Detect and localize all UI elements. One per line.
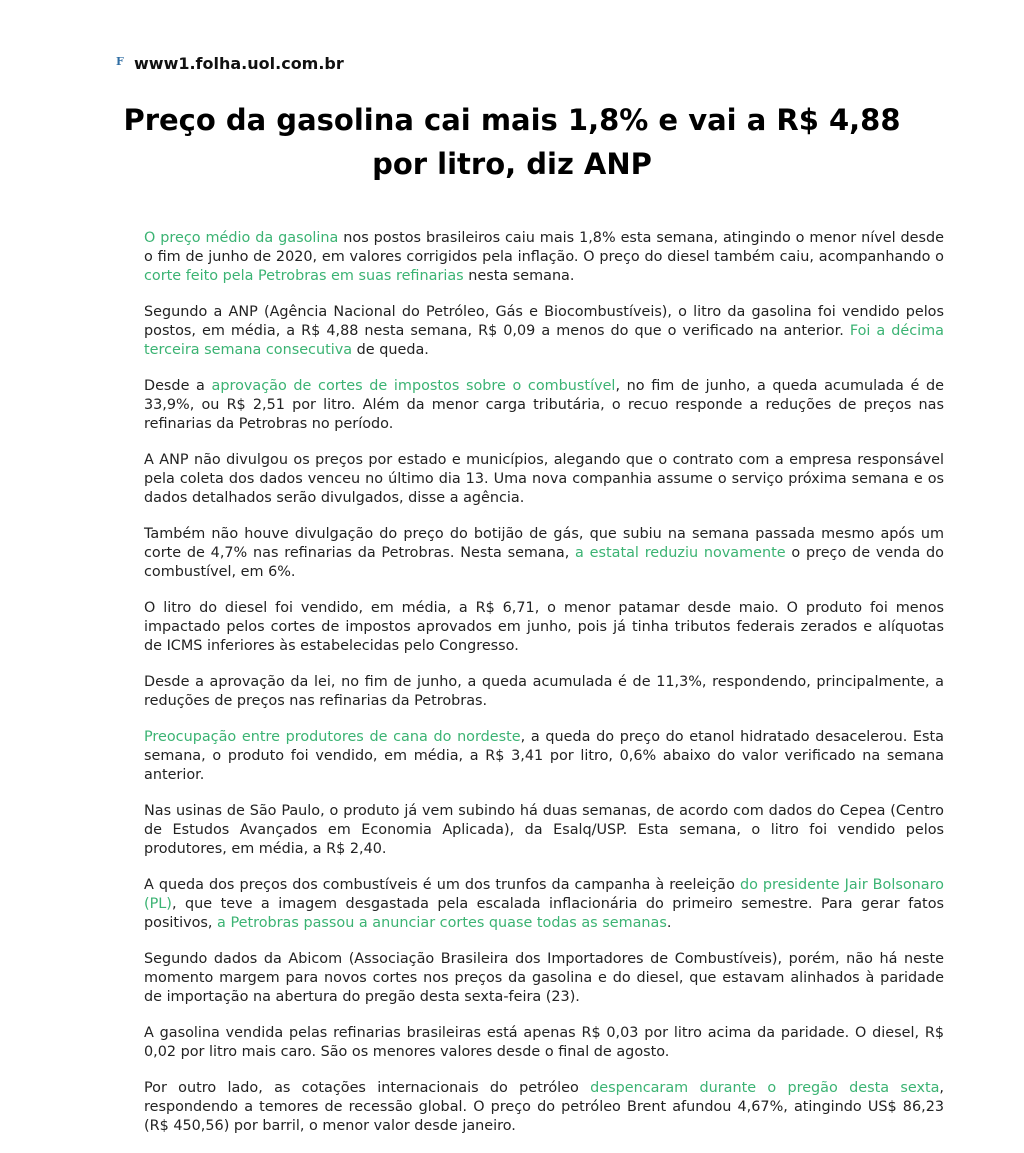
- article-paragraph: [144, 802, 944, 859]
- article-link[interactable]: O preço médio da gasolina: [144, 230, 339, 246]
- paragraph-text: Desde a aprovação da lei, no fim de junho, a queda acumulada é de 11,3%, respondendo, principalmente, a reduções de preços nas refinarias da Petrobras.: [144, 674, 944, 709]
- paragraph-text: O litro do diesel foi vendido, em média, a R$ 6,71, o menor patamar desde maio. O produto foi menos impactado pelos cortes de impostos aprovados em junho, pois já tinha tributos federais zerados e alíquotas de ICMS inferiores às estabelecidas pelo Congresso.: [144, 600, 944, 654]
- article-paragraph: [144, 950, 944, 1007]
- paragraph-text: , respondendo a temores de recessão global. O preço do petróleo Brent afundou 4,67%, atingindo US$ 86,23 (R$ 450,56) por barril, o menor valor desde janeiro.: [144, 1080, 944, 1134]
- article-paragraph: [144, 728, 944, 785]
- paragraph-text: A queda dos preços dos combustíveis é um dos trunfos da campanha à reeleição: [144, 877, 740, 893]
- article-link[interactable]: Preocupação entre produtores de cana do nordeste: [144, 729, 521, 745]
- paragraph-text: nesta semana.: [463, 268, 575, 284]
- article-link[interactable]: corte feito pela Petrobras em suas refinarias: [144, 268, 464, 284]
- paragraph-text: Também não houve divulgação do preço do botijão de gás, que subiu na semana passada mesmo após um corte de 4,7% nas refinarias da Petrobras. Nesta semana,: [144, 526, 944, 561]
- paragraph-text: Por outro lado, as cotações internacionais do petróleo: [144, 1080, 591, 1096]
- article-link[interactable]: a estatal reduziu novamente: [575, 545, 786, 561]
- article-paragraph: [144, 303, 944, 360]
- article-paragraph: [144, 673, 944, 711]
- site-header: [116, 54, 344, 73]
- paragraph-text: , no fim de junho, a queda acumulada é de 33,9%, ou R$ 2,51 por litro. Além da menor carga tributária, o recuo responde a reduções de preços nas refinarias da Petrobras no período.: [144, 378, 944, 432]
- paragraph-text: Nas usinas de São Paulo, o produto já vem subindo há duas semanas, de acordo com dados do Cepea (Centro de Estudos Avançados em Economia Aplicada), da Esalq/USP. Esta semana, o litro foi vendido pelos produtores, em média, a R$ 2,40.: [144, 803, 944, 857]
- folha-logo-icon: F: [116, 55, 124, 68]
- paragraph-text: .: [666, 915, 672, 931]
- article-paragraph: [144, 1024, 944, 1062]
- article-paragraph: [144, 377, 944, 434]
- article-body: [144, 229, 944, 1153]
- article-paragraph: [144, 451, 944, 508]
- article-link[interactable]: Foi a décima terceira semana consecutiva: [144, 323, 944, 358]
- paragraph-text: A gasolina vendida pelas refinarias brasileiras está apenas R$ 0,03 por litro acima da paridade. O diesel, R$ 0,02 por litro mais caro. São os menores valores desde o final de agosto.: [144, 1025, 944, 1060]
- paragraph-text: de queda.: [352, 342, 429, 358]
- article-paragraph: [144, 1079, 944, 1136]
- paragraph-text: , a queda do preço do etanol hidratado desacelerou. Esta semana, o produto foi vendido, em média, a R$ 3,41 por litro, 0,6% abaixo do valor verificado na semana anterior.: [144, 729, 944, 783]
- article-link[interactable]: aprovação de cortes de impostos sobre o combustível: [211, 378, 616, 394]
- article-link[interactable]: despencaram durante o pregão desta sexta: [590, 1080, 940, 1096]
- paragraph-text: nos postos brasileiros caiu mais 1,8% esta semana, atingindo o menor nível desde o fim de junho de 2020, em valores corrigidos pela inflação. O preço do diesel também caiu, acompanhando o: [144, 230, 944, 265]
- article-paragraph: [144, 599, 944, 656]
- article-link[interactable]: a Petrobras passou a anunciar cortes quase todas as semanas: [217, 915, 667, 931]
- paragraph-text: Segundo a ANP (Agência Nacional do Petróleo, Gás e Biocombustíveis), o litro da gasolina foi vendido pelos postos, em média, a R$ 4,88 nesta semana, R$ 0,09 a menos do que o verificado na anterior.: [144, 304, 944, 339]
- article-paragraph: [144, 876, 944, 933]
- article-link[interactable]: do presidente Jair Bolsonaro (PL): [144, 877, 944, 912]
- paragraph-text: Desde a: [144, 378, 212, 394]
- article-paragraph: [144, 229, 944, 286]
- article-title: Preço da gasolina cai mais 1,8% e vai a R$ 4,88 por litro, diz ANP: [123, 103, 901, 181]
- article-paragraph: [144, 525, 944, 582]
- paragraph-text: o preço de venda do combustível, em 6%.: [144, 545, 944, 580]
- paragraph-text: , que teve a imagem desgastada pela escalada inflacionária do primeiro semestre. Para gerar fatos positivos,: [144, 896, 944, 931]
- paragraph-text: Segundo dados da Abicom (Associação Brasileira dos Importadores de Combustíveis), porém, não há neste momento margem para novos cortes nos preços da gasolina e do diesel, que estavam alinhados à paridade de importação na abertura do pregão desta sexta-feira (23).: [144, 951, 944, 1005]
- site-url[interactable]: www1.folha.uol.com.br: [134, 54, 344, 73]
- paragraph-text: A ANP não divulgou os preços por estado e municípios, alegando que o contrato com a empresa responsável pela coleta dos dados venceu no último dia 13. Uma nova companhia assume o serviço próxima semana e os dados detalhados serão divulgados, disse a agência.: [144, 452, 944, 506]
